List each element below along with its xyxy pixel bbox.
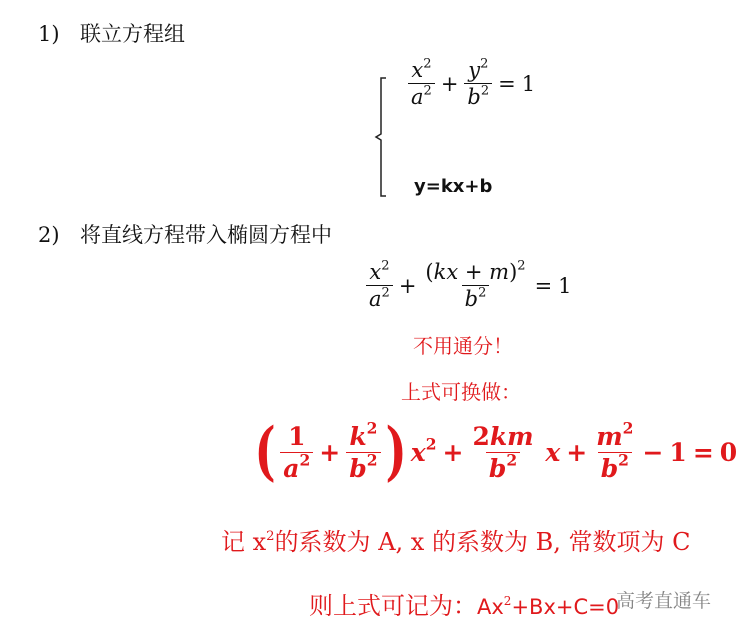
conclusion-term-1: Ax bbox=[477, 595, 504, 619]
system-brace bbox=[372, 76, 392, 198]
line-equation: y=kx+b bbox=[414, 176, 493, 197]
fraction-x2-a2-sub: $\frac{x^2}{a^2}$ bbox=[366, 260, 393, 311]
fraction-kxm-b2: $\frac{(kx + m)^2}{b^2}$ bbox=[425, 258, 526, 311]
step-2-number: 2) bbox=[38, 223, 60, 247]
step-1-number: 1) bbox=[38, 22, 60, 46]
fraction-m2-b2: $\frac{m^2}{b^2}$ bbox=[596, 417, 634, 483]
definition-part-1: 记 x bbox=[221, 528, 267, 556]
fraction-y2-b2: $\frac{y^2}{b^2}$ bbox=[464, 58, 492, 109]
step-1-label: 联立方程组 bbox=[80, 22, 185, 46]
watermark-text: 高考直通车 bbox=[616, 590, 712, 612]
step-2-label: 将直线方程带入椭圆方程中 bbox=[80, 223, 332, 247]
ellipse-equation: $\frac{x^2}{a^2}$ + $\frac{y^2}{b^2}$ = 1 bbox=[408, 58, 535, 109]
fraction-k2-b2: $\frac{k^2}{b^2}$ bbox=[346, 422, 380, 483]
fraction-x2-a2: $\frac{x^2}{a^2}$ bbox=[408, 58, 435, 109]
fraction-2km-b2: $\frac{2km}{b^2}$ bbox=[472, 421, 534, 483]
conclusion-term-2: +Bx+C=0 bbox=[511, 595, 620, 619]
quadratic-equation: ( $\frac{1}{a^2}$ + $\frac{k^2}{b^2}$ ) $x^2$ + $\frac{2km}{b^2}$ x + $\frac{m^2}{b^2}$ − 1 = 0 bbox=[254, 414, 738, 489]
coefficient-definition: 记 $x^2$的系数为 A, x 的系数为 B, 常数项为 C bbox=[221, 528, 691, 556]
conclusion-prefix: 则上式可记为： bbox=[309, 592, 477, 620]
fraction-1-a2: $\frac{1}{a^2}$ bbox=[280, 422, 313, 483]
note-no-common-denominator: 不用通分！ bbox=[413, 334, 513, 358]
note-rewrite: 上式可换做： bbox=[401, 380, 521, 404]
step-1-heading bbox=[38, 18, 185, 48]
conclusion-line: 则上式可记为：$Ax^2+Bx+C=0$ bbox=[309, 592, 620, 620]
step-2-heading bbox=[38, 219, 332, 249]
substituted-equation: $\frac{x^2}{a^2}$ + $\frac{(kx + m)^2}{b^2}$ = 1 bbox=[366, 260, 572, 311]
definition-part-2: 的系数为 A, x 的系数为 B, 常数项为 C bbox=[274, 528, 691, 556]
